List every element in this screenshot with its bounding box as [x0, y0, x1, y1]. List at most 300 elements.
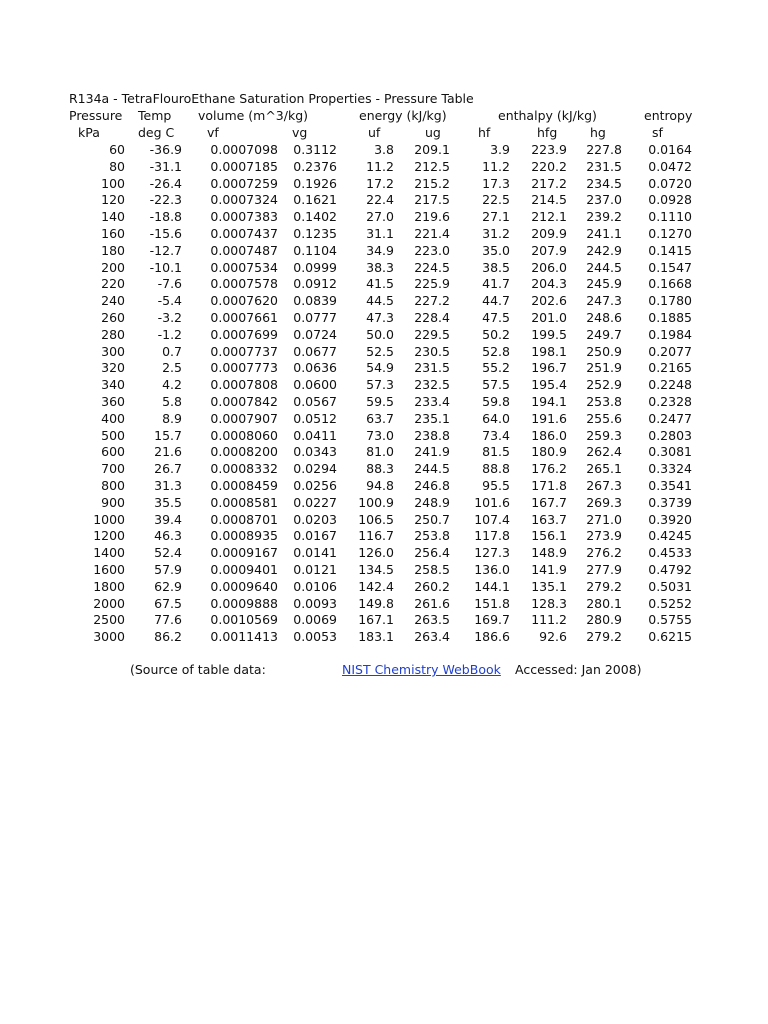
cell-hf: 44.7: [482, 293, 510, 309]
cell-hf: 101.6: [474, 494, 510, 510]
cell-sf: 0.1270: [648, 226, 692, 241]
cell-pressure: 140: [101, 209, 125, 225]
cell-ug: 253.8: [414, 528, 450, 544]
cell-hf: 73.4: [482, 427, 510, 443]
cell-hf: 151.8: [474, 595, 510, 611]
cell-sf: 0.3739: [648, 494, 692, 510]
cell-vg: 0.0512: [293, 410, 337, 426]
cell-hf: 3.9: [490, 142, 510, 157]
cell-pressure: 1200: [93, 528, 125, 544]
cell-hg: 273.9: [586, 528, 622, 544]
cell-hfg: 191.6: [531, 410, 567, 426]
cell-hg: 280.1: [586, 595, 622, 611]
header-kpa: kPa: [78, 125, 100, 140]
cell-ug: 209.1: [414, 142, 450, 157]
cell-temp: 39.4: [154, 511, 182, 527]
cell-uf: 59.5: [366, 394, 394, 409]
cell-vf: 0.0007737: [210, 343, 278, 359]
cell-ug: 217.5: [414, 192, 450, 208]
table-row: [0, 326, 768, 343]
cell-sf: 0.1110: [648, 209, 692, 225]
cell-hg: 241.1: [586, 226, 622, 241]
cell-ug: 223.0: [414, 242, 450, 258]
header-enthalpy: enthalpy (kJ/kg): [498, 108, 597, 123]
table-row: [0, 393, 768, 410]
cell-hfg: 194.1: [531, 394, 567, 409]
cell-hf: 55.2: [482, 360, 510, 376]
cell-sf: 0.3324: [648, 461, 692, 477]
cell-vf: 0.0007437: [210, 226, 278, 241]
cell-vf: 0.0007620: [210, 293, 278, 309]
table-row: [0, 544, 768, 561]
cell-uf: 31.1: [366, 226, 394, 241]
cell-vg: 0.2376: [293, 158, 337, 174]
cell-sf: 0.1780: [648, 293, 692, 309]
cell-hf: 117.8: [474, 528, 510, 544]
cell-hg: 247.3: [586, 293, 622, 309]
cell-vf: 0.0008060: [210, 427, 278, 443]
cell-hf: 11.2: [482, 158, 510, 174]
cell-vf: 0.0007699: [210, 326, 278, 342]
header-sf: sf: [652, 125, 663, 140]
cell-hg: 245.9: [586, 276, 622, 292]
cell-hg: 252.9: [586, 377, 622, 393]
table-row: [0, 561, 768, 578]
cell-temp: -12.7: [149, 242, 182, 258]
cell-hfg: 217.2: [531, 175, 567, 191]
cell-ug: 233.4: [414, 394, 450, 409]
cell-sf: 0.2803: [648, 427, 692, 443]
cell-uf: 47.3: [366, 310, 394, 325]
cell-vf: 0.0009640: [210, 578, 278, 594]
cell-uf: 52.5: [366, 343, 394, 359]
cell-uf: 142.4: [358, 578, 394, 594]
cell-sf: 0.2165: [648, 360, 692, 376]
cell-hg: 244.5: [586, 259, 622, 275]
cell-vg: 0.0256: [293, 478, 337, 493]
cell-hg: 279.2: [586, 578, 622, 594]
cell-hg: 279.2: [586, 629, 622, 645]
cell-vf: 0.0008459: [210, 478, 278, 493]
cell-sf: 0.6215: [648, 629, 692, 645]
cell-pressure: 220: [101, 276, 125, 292]
table-row: [0, 158, 768, 175]
cell-hf: 47.5: [482, 310, 510, 325]
cell-vf: 0.0007661: [210, 310, 278, 325]
cell-vg: 0.0636: [293, 360, 337, 376]
cell-temp: -26.4: [149, 175, 182, 191]
cell-ug: 230.5: [414, 343, 450, 359]
cell-uf: 167.1: [358, 612, 394, 628]
table-row: [0, 427, 768, 444]
cell-hf: 22.5: [482, 192, 510, 208]
table-row: [0, 527, 768, 544]
cell-vg: 0.0411: [293, 427, 337, 443]
cell-hfg: 167.7: [531, 494, 567, 510]
cell-hg: 242.9: [586, 242, 622, 258]
cell-temp: -36.9: [149, 142, 182, 157]
cell-sf: 0.4533: [648, 545, 692, 561]
nist-webbook-link[interactable]: NIST Chemistry WebBook: [342, 662, 501, 677]
table-row: [0, 511, 768, 528]
cell-hg: 265.1: [586, 461, 622, 477]
cell-hf: 38.5: [482, 259, 510, 275]
cell-vf: 0.0008332: [210, 461, 278, 477]
cell-hfg: 171.8: [531, 478, 567, 493]
cell-ug: 244.5: [414, 461, 450, 477]
cell-ug: 256.4: [414, 545, 450, 561]
header-temp: Temp: [138, 108, 172, 123]
cell-vg: 0.1235: [293, 226, 337, 241]
header-hfg: hfg: [537, 125, 558, 140]
cell-hg: 271.0: [586, 511, 622, 527]
cell-ug: 263.5: [414, 612, 450, 628]
cell-hfg: 163.7: [531, 511, 567, 527]
cell-hg: 227.8: [586, 142, 622, 157]
header-energy: energy (kJ/kg): [359, 108, 447, 123]
cell-hfg: 212.1: [531, 209, 567, 225]
cell-uf: 50.0: [366, 326, 394, 342]
cell-temp: -31.1: [149, 158, 182, 174]
cell-pressure: 3000: [93, 629, 125, 645]
cell-hg: 255.6: [586, 410, 622, 426]
cell-uf: 73.0: [366, 427, 394, 443]
cell-hf: 31.2: [482, 226, 510, 241]
cell-ug: 260.2: [414, 578, 450, 594]
header-row-units: [0, 124, 768, 141]
cell-temp: 8.9: [162, 410, 182, 426]
cell-vg: 0.0839: [293, 293, 337, 309]
cell-temp: -7.6: [157, 276, 182, 292]
cell-temp: -5.4: [157, 293, 182, 309]
cell-vg: 0.1104: [293, 242, 337, 258]
cell-temp: 2.5: [162, 360, 182, 376]
cell-pressure: 120: [101, 192, 125, 208]
cell-sf: 0.4245: [648, 528, 692, 544]
cell-ug: 250.7: [414, 511, 450, 527]
cell-vf: 0.0009888: [210, 595, 278, 611]
cell-pressure: 1000: [93, 511, 125, 527]
cell-temp: -18.8: [149, 209, 182, 225]
cell-ug: 238.8: [414, 427, 450, 443]
table-row: [0, 410, 768, 427]
cell-sf: 0.2248: [648, 377, 692, 393]
cell-uf: 17.2: [366, 175, 394, 191]
table-row: [0, 259, 768, 276]
header-hg: hg: [590, 125, 606, 140]
cell-hfg: 186.0: [531, 427, 567, 443]
cell-hfg: 204.3: [531, 276, 567, 292]
cell-vg: 0.1402: [293, 209, 337, 225]
table-row: [0, 343, 768, 360]
cell-hfg: 206.0: [531, 259, 567, 275]
cell-sf: 0.1885: [648, 310, 692, 325]
source-accessed: Accessed: Jan 2008): [515, 662, 642, 677]
cell-hf: 81.5: [482, 444, 510, 460]
cell-hg: 259.3: [586, 427, 622, 443]
cell-vg: 0.0777: [293, 310, 337, 325]
cell-sf: 0.5755: [648, 612, 692, 628]
cell-temp: -10.1: [149, 259, 182, 275]
cell-hg: 267.3: [586, 478, 622, 493]
cell-hf: 144.1: [474, 578, 510, 594]
table-row: [0, 359, 768, 376]
cell-vg: 0.0912: [293, 276, 337, 292]
cell-temp: -1.2: [157, 326, 182, 342]
cell-hf: 64.0: [482, 410, 510, 426]
cell-sf: 0.1668: [648, 276, 692, 292]
cell-vf: 0.0007808: [210, 377, 278, 393]
cell-hfg: 195.4: [531, 377, 567, 393]
cell-uf: 57.3: [366, 377, 394, 393]
table-row: [0, 443, 768, 460]
cell-temp: -22.3: [149, 192, 182, 208]
cell-ug: 227.2: [414, 293, 450, 309]
cell-ug: 235.1: [414, 410, 450, 426]
header-entropy: entropy: [644, 108, 693, 123]
cell-ug: 246.8: [414, 478, 450, 493]
cell-pressure: 320: [101, 360, 125, 376]
cell-hf: 59.8: [482, 394, 510, 409]
cell-hg: 249.7: [586, 326, 622, 342]
cell-temp: -15.6: [149, 226, 182, 241]
cell-vf: 0.0009401: [210, 562, 278, 577]
cell-sf: 0.4792: [648, 562, 692, 577]
cell-hfg: 196.7: [531, 360, 567, 376]
cell-temp: 31.3: [154, 478, 182, 493]
cell-hfg: 135.1: [531, 578, 567, 594]
header-volume: volume (m^3/kg): [198, 108, 309, 123]
cell-pressure: 200: [101, 259, 125, 275]
table-row: [0, 208, 768, 225]
cell-temp: 57.9: [154, 562, 182, 577]
table-row: [0, 141, 768, 158]
cell-ug: 232.5: [414, 377, 450, 393]
cell-uf: 11.2: [366, 158, 394, 174]
cell-hf: 136.0: [474, 562, 510, 577]
cell-vg: 0.0141: [293, 545, 337, 561]
cell-hf: 107.4: [474, 511, 510, 527]
cell-sf: 0.3920: [648, 511, 692, 527]
cell-sf: 0.0720: [648, 175, 692, 191]
cell-hg: 251.9: [586, 360, 622, 376]
cell-pressure: 800: [101, 478, 125, 493]
cell-pressure: 400: [101, 410, 125, 426]
cell-hfg: 176.2: [531, 461, 567, 477]
cell-uf: 38.3: [366, 259, 394, 275]
cell-vf: 0.0007324: [210, 192, 278, 208]
cell-hg: 276.2: [586, 545, 622, 561]
cell-vf: 0.0010569: [210, 612, 278, 628]
cell-uf: 63.7: [366, 410, 394, 426]
cell-uf: 116.7: [358, 528, 394, 544]
table-row: [0, 309, 768, 326]
cell-vg: 0.0999: [293, 259, 337, 275]
cell-temp: 5.8: [162, 394, 182, 409]
cell-vf: 0.0007773: [210, 360, 278, 376]
cell-vg: 0.0227: [293, 494, 337, 510]
cell-uf: 94.8: [366, 478, 394, 493]
table-row: [0, 376, 768, 393]
cell-pressure: 240: [101, 293, 125, 309]
cell-vf: 0.0009167: [210, 545, 278, 561]
cell-uf: 34.9: [366, 242, 394, 258]
cell-hf: 52.8: [482, 343, 510, 359]
cell-hf: 17.3: [482, 175, 510, 191]
cell-hfg: 199.5: [531, 326, 567, 342]
cell-ug: 221.4: [414, 226, 450, 241]
cell-vf: 0.0008581: [210, 494, 278, 510]
cell-ug: 219.6: [414, 209, 450, 225]
cell-pressure: 100: [101, 175, 125, 191]
source-line: [0, 661, 768, 678]
cell-hfg: 198.1: [531, 343, 567, 359]
cell-temp: 15.7: [154, 427, 182, 443]
cell-vf: 0.0007487: [210, 242, 278, 258]
table-row: [0, 477, 768, 494]
cell-vg: 0.0093: [293, 595, 337, 611]
cell-vg: 0.0167: [293, 528, 337, 544]
cell-vg: 0.0106: [293, 578, 337, 594]
cell-hfg: 156.1: [531, 528, 567, 544]
cell-hf: 50.2: [482, 326, 510, 342]
cell-uf: 106.5: [358, 511, 394, 527]
cell-hg: 231.5: [586, 158, 622, 174]
cell-pressure: 700: [101, 461, 125, 477]
table-row: [0, 595, 768, 612]
cell-hf: 169.7: [474, 612, 510, 628]
cell-vf: 0.0007534: [210, 259, 278, 275]
cell-temp: 4.2: [162, 377, 182, 393]
cell-sf: 0.2328: [648, 394, 692, 409]
cell-sf: 0.1547: [648, 259, 692, 275]
cell-temp: 46.3: [154, 528, 182, 544]
cell-pressure: 80: [109, 158, 125, 174]
cell-sf: 0.3541: [648, 478, 692, 493]
table-row: [0, 175, 768, 192]
cell-hf: 35.0: [482, 242, 510, 258]
cell-pressure: 2000: [93, 595, 125, 611]
cell-sf: 0.3081: [648, 444, 692, 460]
table-row: [0, 460, 768, 477]
cell-hfg: 180.9: [531, 444, 567, 460]
cell-vg: 0.0567: [293, 394, 337, 409]
cell-vg: 0.0724: [293, 326, 337, 342]
table-row: [0, 611, 768, 628]
cell-sf: 0.0472: [648, 158, 692, 174]
cell-hg: 253.8: [586, 394, 622, 409]
cell-hfg: 141.9: [531, 562, 567, 577]
cell-vg: 0.0294: [293, 461, 337, 477]
table-row: [0, 628, 768, 645]
cell-pressure: 900: [101, 494, 125, 510]
cell-sf: 0.0164: [648, 142, 692, 157]
cell-sf: 0.1415: [648, 242, 692, 258]
cell-hf: 27.1: [482, 209, 510, 225]
cell-vf: 0.0007907: [210, 410, 278, 426]
cell-hf: 88.8: [482, 461, 510, 477]
cell-hf: 57.5: [482, 377, 510, 393]
cell-hg: 237.0: [586, 192, 622, 208]
table-row: [0, 225, 768, 242]
table-row: [0, 578, 768, 595]
cell-sf: 0.2077: [648, 343, 692, 359]
table-row: [0, 275, 768, 292]
cell-ug: 261.6: [414, 595, 450, 611]
cell-temp: 62.9: [154, 578, 182, 594]
cell-hfg: 111.2: [531, 612, 567, 628]
cell-sf: 0.1984: [648, 326, 692, 342]
cell-hg: 262.4: [586, 444, 622, 460]
cell-uf: 183.1: [358, 629, 394, 645]
cell-vg: 0.3112: [293, 142, 337, 157]
cell-vf: 0.0008935: [210, 528, 278, 544]
cell-temp: 0.7: [162, 343, 182, 359]
cell-ug: 229.5: [414, 326, 450, 342]
cell-pressure: 180: [101, 242, 125, 258]
cell-ug: 215.2: [414, 175, 450, 191]
cell-hfg: 207.9: [531, 242, 567, 258]
cell-uf: 81.0: [366, 444, 394, 460]
cell-uf: 27.0: [366, 209, 394, 225]
cell-vg: 0.0343: [293, 444, 337, 460]
cell-pressure: 260: [101, 310, 125, 325]
cell-vf: 0.0011413: [210, 629, 278, 645]
cell-pressure: 600: [101, 444, 125, 460]
cell-uf: 41.5: [366, 276, 394, 292]
cell-temp: 67.5: [154, 595, 182, 611]
table-row: [0, 292, 768, 309]
cell-temp: 86.2: [154, 629, 182, 645]
cell-sf: 0.0928: [648, 192, 692, 208]
cell-vg: 0.0203: [293, 511, 337, 527]
cell-pressure: 340: [101, 377, 125, 393]
cell-hfg: 92.6: [539, 629, 567, 645]
cell-hf: 186.6: [474, 629, 510, 645]
cell-vg: 0.0677: [293, 343, 337, 359]
cell-hg: 248.6: [586, 310, 622, 325]
header-hf: hf: [478, 125, 491, 140]
cell-vg: 0.0069: [293, 612, 337, 628]
cell-hf: 41.7: [482, 276, 510, 292]
cell-hf: 127.3: [474, 545, 510, 561]
cell-hg: 269.3: [586, 494, 622, 510]
header-vf: vf: [207, 125, 219, 140]
cell-ug: 263.4: [414, 629, 450, 645]
cell-ug: 241.9: [414, 444, 450, 460]
cell-hg: 234.5: [586, 175, 622, 191]
cell-pressure: 1600: [93, 562, 125, 577]
cell-ug: 224.5: [414, 259, 450, 275]
cell-uf: 88.3: [366, 461, 394, 477]
cell-ug: 248.9: [414, 494, 450, 510]
cell-sf: 0.5252: [648, 595, 692, 611]
header-degc: deg C: [138, 125, 175, 140]
cell-temp: -3.2: [157, 310, 182, 325]
cell-temp: 35.5: [154, 494, 182, 510]
cell-hfg: 223.9: [531, 142, 567, 157]
cell-ug: 225.9: [414, 276, 450, 292]
cell-pressure: 60: [109, 142, 125, 157]
cell-hfg: 148.9: [531, 545, 567, 561]
cell-ug: 258.5: [414, 562, 450, 577]
cell-pressure: 280: [101, 326, 125, 342]
cell-vf: 0.0008701: [210, 511, 278, 527]
table-row: [0, 242, 768, 259]
header-pressure: Pressure: [69, 108, 123, 123]
cell-vf: 0.0007259: [210, 175, 278, 191]
cell-pressure: 500: [101, 427, 125, 443]
